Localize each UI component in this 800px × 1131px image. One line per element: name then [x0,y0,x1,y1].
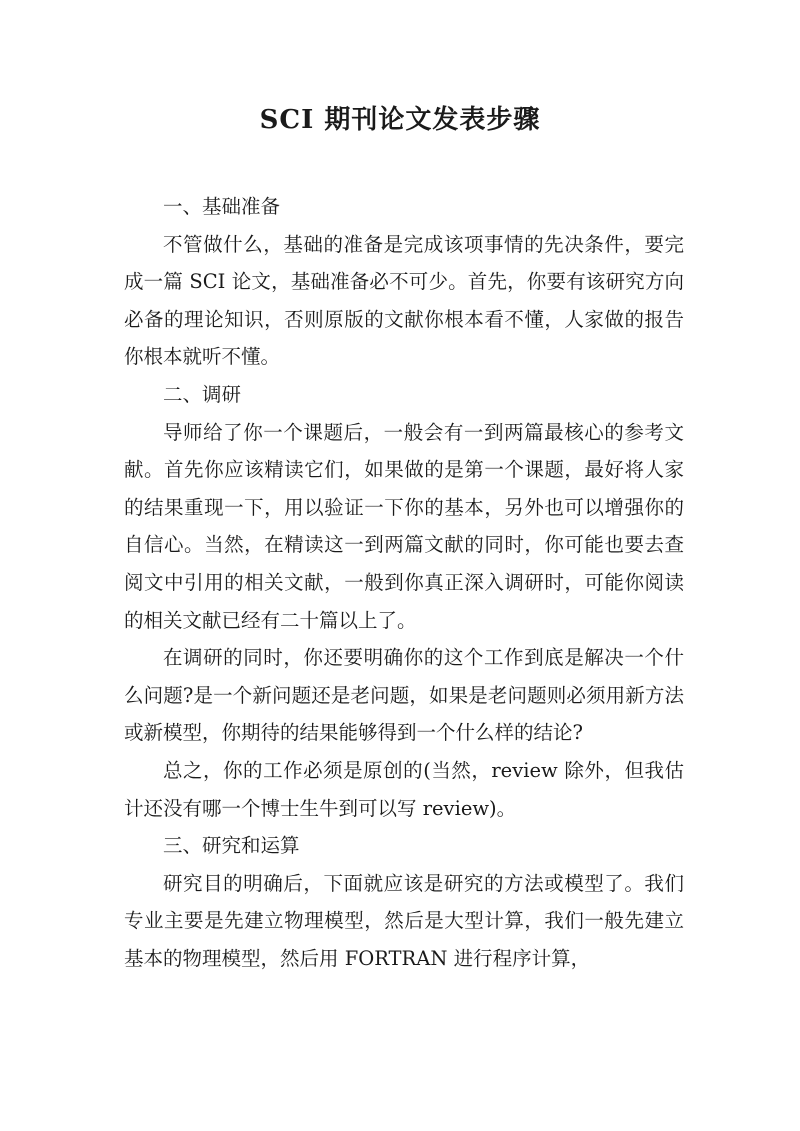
paragraph: 导师给了你一个课题后，一般会有一到两篇最核心的参考文献。首先你应该精读它们，如果做的是第一个课题，最好将人家的结果重现一下，用以验证一下你的基本，另外也可以增强你的自信心。当然，在精读这一到两篇文献的同时，你可能也要去查阅文中引用的相关文献，一般到你真正深入调研时，可能你阅读的相关文献已经有二十篇以上了。 [124,420,684,632]
paragraph: 不管做什么，基础的准备是完成该项事情的先决条件，要完成一篇 SCI 论文，基础准备必不可少。首先，你要有该研究方向必备的理论知识，否则原版的文献你根本看不懂，人家做的报告你根本就听不懂。 [124,232,684,369]
section-heading-research: 二、调研 [163,382,242,406]
paragraph: 研究目的明确后，下面就应该是研究的方法或模型了。我们专业主要是先建立物理模型，然后是大型计算，我们一般先建立基本的物理模型，然后用 FORTRAN 进行程序计算， [124,871,684,970]
section-heading-study-and-computation: 三、研究和运算 [163,834,300,858]
paragraph: 在调研的同时，你还要明确你的这个工作到底是解决一个什么问题?是一个新问题还是老问题，如果是老问题则必须用新方法或新模型，你期待的结果能够得到一个什么样的结论? [124,646,684,745]
section-heading-foundation: 一、基础准备 [163,195,281,218]
paragraph: 总之，你的工作必须是原创的(当然，review 除外，但我估计还没有哪一个博士生牛到可以写 review)。 [124,758,684,820]
document-body [124,188,684,977]
document-title: SCI 期刊论文发表步骤 [259,105,541,135]
